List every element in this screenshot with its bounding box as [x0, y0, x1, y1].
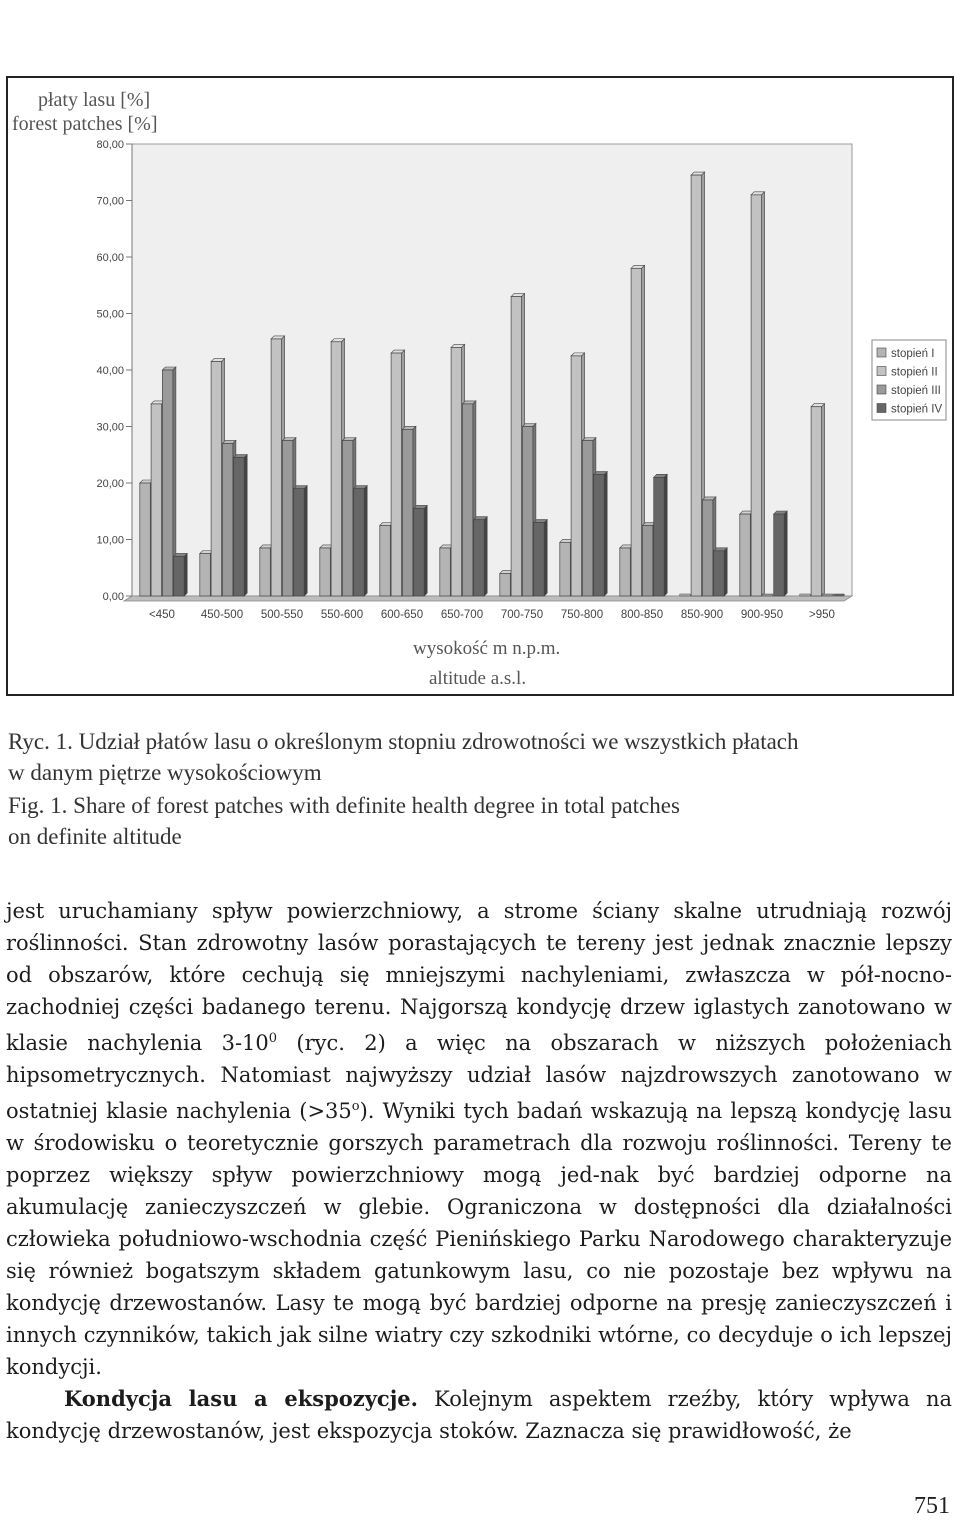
bar-side: [822, 404, 825, 596]
caption-pl-line1: Ryc. 1. Udział płatów lasu o określonym stopniu zdrowotności we wszystkich płatach: [8, 729, 799, 754]
bar: [354, 489, 365, 596]
y-tick-label: 50,00: [96, 308, 124, 321]
bar: [740, 514, 751, 596]
bar: [702, 500, 713, 596]
x-axis-label-en: altitude a.s.l.: [429, 668, 527, 689]
page-number: 751: [914, 1493, 950, 1519]
plot-floor: [124, 596, 852, 601]
bar-side: [184, 553, 187, 596]
bar: [234, 458, 245, 596]
bar: [451, 347, 462, 596]
superscript: o: [351, 1099, 360, 1114]
body-text: [6, 895, 952, 1447]
bar-side: [724, 548, 727, 596]
bar: [140, 483, 151, 596]
bar: [402, 429, 413, 596]
bar-side: [762, 192, 765, 596]
x-tick-label: 650-700: [440, 609, 484, 621]
y-tick-label: 60,00: [96, 252, 124, 264]
x-tick-label: 850-900: [680, 609, 724, 621]
y-axis-label-en: forest patches [%]: [12, 113, 158, 135]
caption-en-line1: Fig. 1. Share of forest patches with definite health degree in total patches: [8, 793, 680, 818]
plot-area: [96, 139, 946, 621]
bar: [222, 443, 233, 596]
bar: [594, 475, 605, 596]
bar: [320, 548, 331, 596]
section-heading: Kondycja lasu a ekspozycje.: [64, 1386, 418, 1411]
y-tick-label: 70,00: [96, 195, 124, 208]
bar: [342, 441, 353, 596]
x-tick-label: 500-550: [260, 609, 304, 621]
x-tick-label: 450-500: [200, 609, 244, 621]
bar: [811, 407, 822, 596]
x-tick-label: <450: [149, 609, 175, 621]
bar: [151, 404, 162, 596]
bar: [642, 525, 653, 596]
legend-label: stopień I: [891, 348, 935, 360]
paragraph-1-text: jest uruchamiany spływ powierzchniowy, a strome ściany skalne utrudniają rozwój roślinności. Stan zdrowotny lasów porastających te tereny jest jednak znacznie lepszy od obszarów, które cechują się mniejszymi nachyleniami, zwłaszcza w pół-nocno-zachodniej części badanego terenu. Najgorszą kondycję drzew iglastych zanotowano w klasie nachylenia 3-10: [6, 899, 952, 1055]
bar: [462, 404, 473, 596]
caption-pl-line2: w danym piętrze wysokościowym: [8, 760, 322, 785]
bar: [474, 520, 485, 596]
figure-frame: [6, 76, 954, 696]
bar: [560, 542, 571, 596]
x-axis-label-pl: wysokość m n.p.m.: [413, 638, 561, 659]
y-axis-label-pl: płaty lasu [%]: [38, 89, 151, 111]
superscript: 0: [268, 1031, 278, 1046]
caption-en-line2: on definite altitude: [8, 824, 182, 849]
bar: [631, 268, 642, 596]
bar-side: [364, 486, 367, 596]
legend-swatch: [877, 385, 886, 394]
bar: [762, 594, 773, 596]
bar: [500, 573, 511, 596]
bar: [534, 523, 545, 596]
legend-label: stopień III: [891, 385, 941, 397]
legend-swatch: [877, 367, 886, 376]
bar: [294, 489, 305, 596]
bar: [331, 342, 342, 596]
legend-swatch: [877, 348, 886, 357]
bar: [582, 441, 593, 596]
bar-side: [424, 505, 427, 596]
y-tick-label: 20,00: [96, 478, 124, 490]
bar-side: [604, 472, 607, 596]
bar: [174, 556, 185, 596]
bar-side: [304, 486, 307, 596]
bar: [751, 195, 762, 596]
bar: [391, 353, 402, 596]
bar: [774, 514, 785, 596]
bar: [380, 525, 391, 596]
x-tick-label: 600-650: [380, 609, 424, 621]
paragraph-2-text: Kolejnym aspektem rzeźby, który wpływa na kondycję drzewostanów, jest ekspozycja stoków. Zaznacza się prawidłowość, że: [6, 1387, 952, 1443]
bar-side: [544, 520, 547, 596]
bar: [260, 548, 271, 596]
bar: [691, 175, 702, 596]
x-tick-label: 700-750: [500, 609, 544, 621]
bar-side: [664, 474, 667, 596]
bar: [834, 594, 845, 596]
bar: [822, 594, 833, 596]
bar: [654, 477, 665, 596]
bar: [440, 548, 451, 596]
bar: [282, 441, 293, 596]
bar: [620, 548, 631, 596]
paragraph-1: [6, 895, 952, 1383]
x-tick-label: 800-850: [620, 609, 664, 621]
y-tick-label: 10,00: [96, 534, 124, 547]
bar-side: [784, 511, 787, 596]
bar-side: [484, 517, 487, 596]
paragraph-2: [6, 1383, 952, 1447]
paragraph-1-text-c: ). Wyniki tych badań wskazują na lepszą kondycję lasu w środowisku o teoretycznie gorszych parametrach dla rozwoju roślinności. Tereny te poprzez większy spływ powierzchniowy mogą jed-nak być bardziej odporne na akumulację zanieczyszczeń w glebie. Ograniczona w dostępności dla działalności człowieka południowo-wschodnia część Pienińskiego Parku Narodowego charakteryzuje się również bogatszym składem gatunkowym lasu, co nie pozostaje bez wpływu na kondycję drzewostanów. Lasy te mogą być bardziej odporne na presję zanieczyszczeń i innych czynników, takich jak silne wiatry czy szkodniki wtórne, co decyduje o ich lepszej kondycji.: [6, 1099, 952, 1379]
x-tick-label: 900-950: [740, 609, 784, 621]
y-tick-label: 0,00: [102, 591, 124, 603]
bar: [571, 356, 582, 596]
x-tick-label: >950: [809, 609, 835, 621]
bar-chart: [8, 78, 952, 694]
bar: [511, 297, 521, 596]
bar: [680, 594, 691, 596]
bar: [271, 339, 282, 596]
legend-label: stopień II: [891, 366, 938, 379]
paragraph-1-text-b: (ryc. 2) a więc na obszarach w niższych położeniach hipsometrycznych. Natomiast najwyższy udział lasów najzdrowszych zanotowano w ostatniej klasie nachylenia (>35: [6, 1031, 952, 1123]
y-tick-label: 80,00: [96, 139, 124, 151]
x-tick-label: 550-600: [320, 609, 364, 621]
legend-swatch: [877, 404, 886, 413]
bar-side: [244, 455, 247, 596]
y-tick-label: 30,00: [96, 421, 124, 434]
bar: [522, 427, 533, 597]
x-tick-label: 750-800: [560, 609, 604, 621]
y-tick-label: 40,00: [96, 365, 124, 377]
bar: [800, 594, 811, 596]
legend-label: stopień IV: [891, 403, 943, 416]
bar: [714, 551, 725, 596]
bar: [414, 508, 425, 596]
bar: [162, 370, 173, 596]
bar: [200, 554, 211, 596]
bar: [211, 362, 222, 596]
